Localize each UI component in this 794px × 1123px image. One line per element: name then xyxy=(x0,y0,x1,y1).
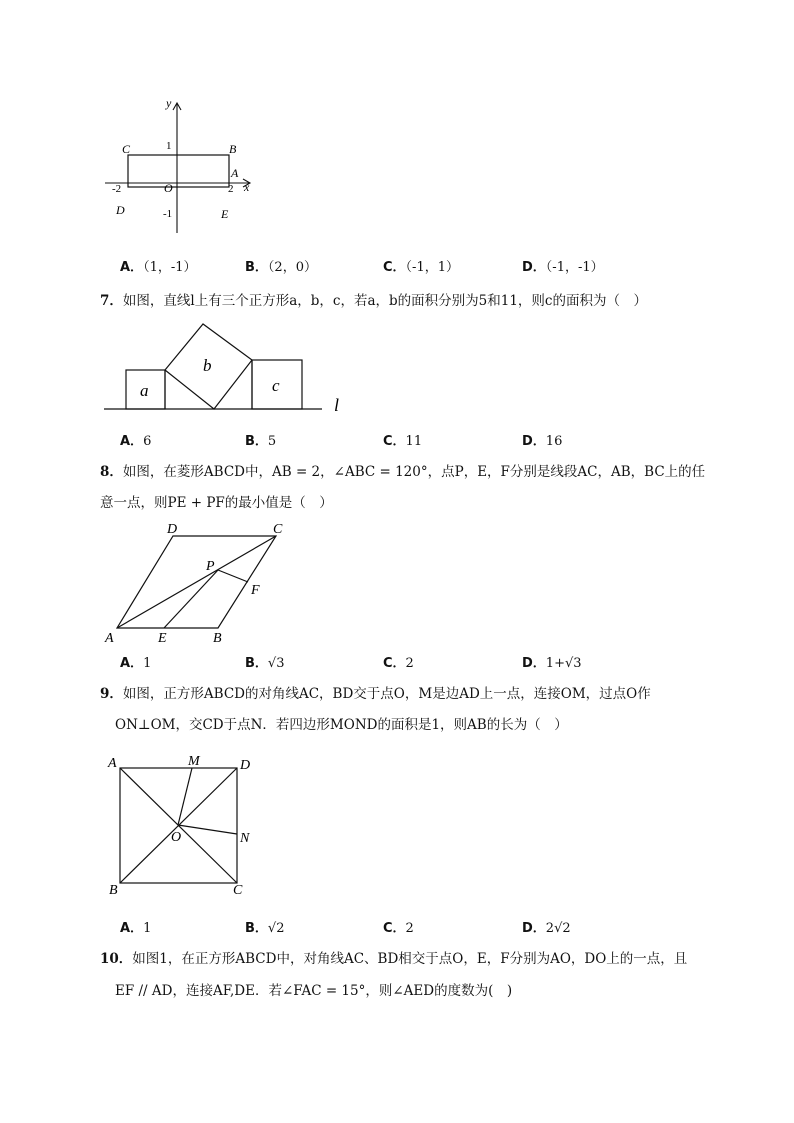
q8-label-A: A xyxy=(105,631,114,646)
q8-option-b[interactable]: B．√3 xyxy=(245,656,285,671)
q9-stem-line1: 9．如图，正方形ABCD的对角线AC，BD交于点O，M是边AD上一点，连接OM，过点O作 xyxy=(100,686,651,702)
q6-tick-m2: -2 xyxy=(112,183,122,195)
q6-tick-2: 2 xyxy=(228,183,234,195)
q7-label-b: b xyxy=(203,356,212,375)
q8-label-C: C xyxy=(273,522,283,537)
q6-tick-m1: -1 xyxy=(163,208,173,220)
q7-squares-figure xyxy=(100,320,360,420)
q9-option-c[interactable]: C．2 xyxy=(383,921,414,936)
q6-option-b[interactable]: B．（2，0） xyxy=(245,260,317,275)
q10-stem-line2: EF // AD，连接AF,DE．若∠FAC = 15°，则∠AED的度数为( ) xyxy=(115,983,513,999)
q7-label-c: c xyxy=(272,376,280,395)
q6-label-A: A xyxy=(231,166,239,180)
q8-label-E: E xyxy=(158,631,167,646)
q7-option-c[interactable]: C．11 xyxy=(383,434,423,449)
q8-options xyxy=(120,652,680,672)
q9-options xyxy=(120,917,680,937)
q6-label-O: O xyxy=(164,181,173,195)
q6-label-C: C xyxy=(122,142,131,156)
q6-coordinate-figure xyxy=(100,95,260,240)
q6-option-d[interactable]: D．（-1，-1） xyxy=(522,260,604,275)
q6-label-y: y xyxy=(166,96,172,110)
q6-label-x: x xyxy=(244,180,250,194)
q6-label-E: E xyxy=(221,207,229,221)
q7-option-b[interactable]: B．5 xyxy=(245,434,277,449)
q9-label-O: O xyxy=(171,830,182,845)
q8-option-a[interactable]: A．1 xyxy=(120,656,152,671)
q7-stem: 7．如图，直线l上有三个正方形a，b，c，若a，b的面积分别为5和11，则c的面积为（ ） xyxy=(100,293,647,309)
q6-option-c[interactable]: C．（-1，1） xyxy=(383,260,459,275)
q9-option-b[interactable]: B．√2 xyxy=(245,921,285,936)
q6-option-a[interactable]: A．（1，-1） xyxy=(120,260,197,275)
q9-label-M: M xyxy=(188,754,200,769)
q8-label-B: B xyxy=(213,631,222,646)
q9-option-a[interactable]: A．1 xyxy=(120,921,152,936)
q7-options xyxy=(120,430,680,450)
q8-label-P: P xyxy=(206,559,215,574)
q8-rhombus-figure xyxy=(100,518,300,646)
q8-label-F: F xyxy=(251,583,260,598)
q7-option-a[interactable]: A．6 xyxy=(120,434,152,449)
q8-option-d[interactable]: D．1+√3 xyxy=(522,656,582,671)
q9-label-C: C xyxy=(233,883,243,898)
q7-option-d[interactable]: D．16 xyxy=(522,434,563,449)
q8-stem-line2: 意一点，则PE + PF的最小值是（ ） xyxy=(100,495,333,511)
q9-label-B: B xyxy=(109,883,118,898)
q8-label-D: D xyxy=(167,522,178,537)
q9-label-D: D xyxy=(240,758,251,773)
q9-stem-line2: ON⊥OM，交CD于点N．若四边形MOND的面积是1，则AB的长为（ ） xyxy=(115,717,568,733)
q7-label-a: a xyxy=(140,381,149,400)
q8-stem-line1: 8．如图，在菱形ABCD中，AB = 2，∠ABC = 120°，点P，E，F分别是线段AC，AB，BC上的任 xyxy=(100,464,706,480)
q9-label-A: A xyxy=(108,756,117,771)
q9-square-figure xyxy=(100,750,270,900)
q6-tick-1: 1 xyxy=(166,140,172,152)
q9-option-d[interactable]: D．2√2 xyxy=(522,921,571,936)
q8-option-c[interactable]: C．2 xyxy=(383,656,414,671)
q7-label-l: l xyxy=(334,395,340,415)
q6-label-D: D xyxy=(116,203,125,217)
q6-label-B: B xyxy=(229,142,237,156)
q9-label-N: N xyxy=(240,831,250,846)
q10-stem-line1: 10．如图1，在正方形ABCD中，对角线AC、BD相交于点O，E，F分别为AO，DO上的一点，且 xyxy=(100,951,688,967)
q6-options xyxy=(120,256,680,276)
